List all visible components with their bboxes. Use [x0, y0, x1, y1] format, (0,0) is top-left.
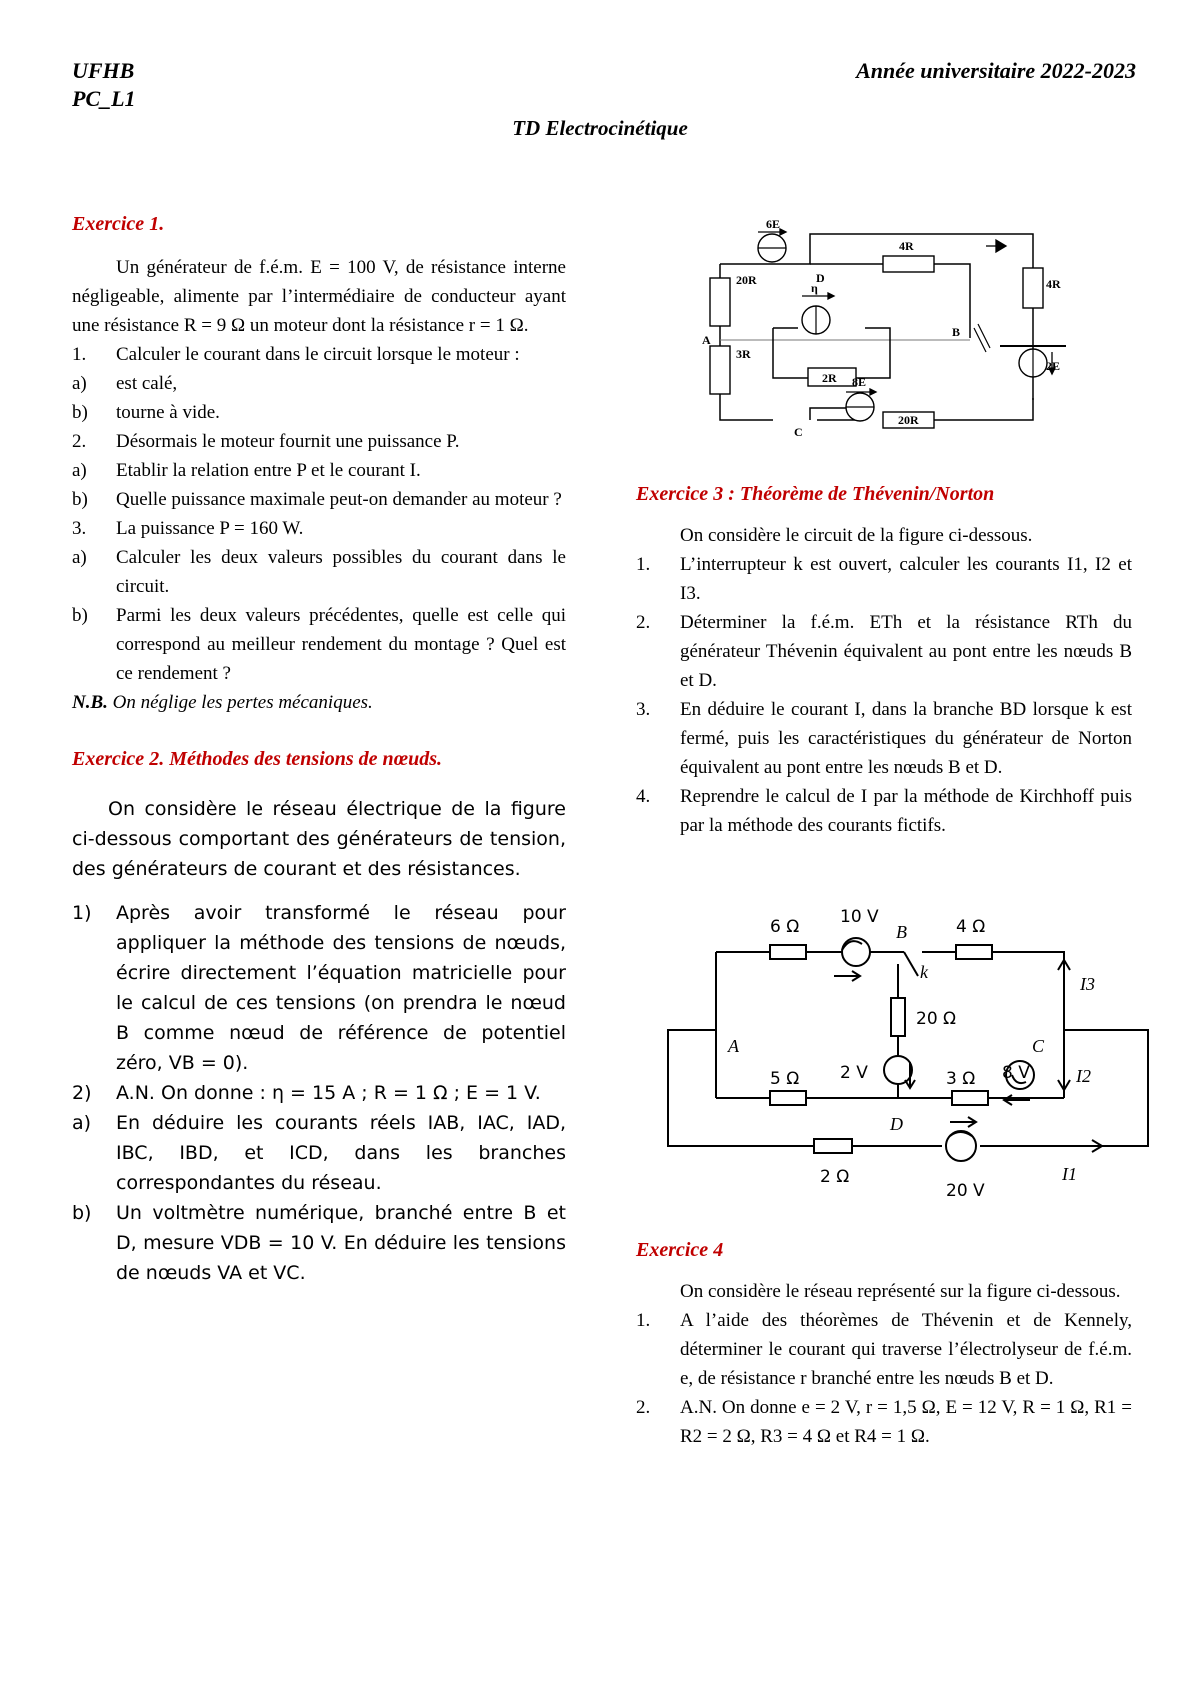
ex1-intro: Un générateur de f.é.m. E = 100 V, de résistance interne négligeable, alimente par l’intermédiaire de conducteur ayant une résistance R = 9 Ω un moteur dont la résistance r = 1 Ω.	[72, 257, 566, 336]
source-2V	[884, 1056, 912, 1084]
academic-year: Année universitaire 2022-2023	[856, 58, 1136, 83]
label-5ohm: 5 Ω	[770, 1069, 800, 1089]
label-20V: 20 V	[946, 1181, 985, 1201]
left-column	[72, 210, 566, 1288]
label-k: k	[920, 962, 928, 982]
label-4ohm: 4 Ω	[956, 917, 986, 937]
ex3-title: Exercice 3 : Théorème de Thévenin/Norton	[636, 483, 995, 505]
list-item: 1. A l’aide des théorèmes de Thévenin et de Kennely, déterminer le courant qui traverse l’électrolyseur de f.é.m. e, de résistance r branché entre les nœuds B et D.	[636, 1310, 1132, 1389]
label-6E: 6E	[766, 217, 781, 231]
resistor-6ohm	[770, 945, 806, 959]
ex4-title: Exercice 4	[636, 1239, 724, 1261]
resistor-3R	[710, 346, 730, 394]
list-item: 2. Déterminer la f.é.m. ETh et la résistance RTh du générateur Thévenin équivalent au pont entre les nœuds B et D.	[636, 612, 1132, 691]
label-8V: 8 V	[1002, 1063, 1030, 1083]
resistor-5ohm	[770, 1091, 806, 1105]
ex2-title: Exercice 2. Méthodes des tensions de nœuds.	[72, 748, 442, 770]
list-item: 4. Reprendre le calcul de I par la méthode de Kirchhoff puis par la méthode des courants fictifs.	[636, 786, 1132, 836]
label-6ohm: 6 Ω	[770, 917, 800, 937]
label-I2: I2	[1076, 1066, 1091, 1086]
label-10V: 10 V	[840, 907, 879, 927]
label-3ohm: 3 Ω	[946, 1069, 976, 1089]
resistor-20R	[710, 278, 730, 326]
ex4-intro: On considère le réseau représenté sur la figure ci-dessous.	[680, 1281, 1121, 1302]
ex1-items	[72, 340, 566, 688]
list-item: b) Parmi les deux valeurs précédentes, quelle est celle qui correspond au meilleur rendement du montage ? Quel est ce rendement ?	[72, 605, 566, 684]
label-C: C	[1032, 1036, 1045, 1056]
resistor-2ohm	[814, 1139, 852, 1153]
ex1-note: N.B. On néglige les pertes mécaniques.	[72, 692, 373, 713]
figure-2-circuit	[660, 900, 1150, 1210]
resistor-4R-top	[883, 256, 934, 272]
figure-1-circuit	[690, 217, 1061, 448]
list-item: b) Quelle puissance maximale peut-on demander au moteur ?	[72, 489, 562, 510]
ex3-intro: On considère le circuit de la figure ci-dessous.	[680, 525, 1033, 546]
list-item: 3. En déduire le courant I, dans la branche BD lorsque k est fermé, puis les caractéristiques du générateur de Norton équivalent au pont entre les nœuds B et D.	[636, 699, 1132, 778]
resistor-4ohm	[956, 945, 992, 959]
resistor-4R-right	[1023, 268, 1043, 308]
list-item: a) est calé,	[72, 373, 178, 394]
list-item: a) En déduire les courants réels IAB, IAC, IAD, IBC, IBD, et ICD, dans les branches correspondantes du réseau.	[72, 1112, 566, 1194]
label-2V: 2 V	[840, 1063, 868, 1083]
list-item: a) Calculer les deux valeurs possibles du courant dans le circuit.	[72, 547, 566, 597]
label-eta: η	[811, 281, 818, 295]
label-2E: 2E	[1046, 359, 1061, 373]
label-C: C	[794, 425, 803, 439]
label-20R-bottom: 20R	[898, 413, 919, 427]
list-item: b) Un voltmètre numérique, branché entre B et D, mesure VDB = 10 V. En déduire les tensions de nœuds VA et VC.	[72, 1202, 566, 1284]
ex4-block	[636, 1236, 1132, 1451]
list-item: b) tourne à vide.	[72, 402, 220, 423]
list-item: 3. La puissance P = 160 W.	[72, 518, 304, 539]
label-B: B	[952, 325, 961, 339]
label-D: D	[890, 1114, 903, 1134]
label-4R-right: 4R	[1046, 277, 1061, 291]
label-20ohm: 20 Ω	[916, 1009, 957, 1029]
label-20R: 20R	[736, 273, 757, 287]
label-A: A	[728, 1036, 739, 1056]
ex1-title: Exercice 1.	[72, 213, 165, 235]
label-A: A	[702, 333, 711, 347]
label-2ohm: 2 Ω	[820, 1167, 850, 1187]
list-item: 1. Calculer le courant dans le circuit lorsque le moteur :	[72, 344, 520, 365]
page-title: TD Electrocinétique	[512, 116, 688, 140]
label-I1: I1	[1062, 1164, 1077, 1184]
label-4R-top: 4R	[899, 239, 914, 253]
label-8E: 8E	[852, 375, 867, 389]
class-label: PC_L1	[72, 86, 136, 111]
label-B: B	[896, 922, 907, 942]
label-D: D	[816, 271, 825, 285]
list-item: a) Etablir la relation entre P et le courant I.	[72, 460, 421, 481]
institution: UFHB	[72, 58, 135, 83]
list-item: 1. L’interrupteur k est ouvert, calculer les courants I1, I2 et I3.	[636, 554, 1132, 604]
list-item: 2. A.N. On donne e = 2 V, r = 1,5 Ω, E = 12 V, R = 1 Ω, R1 = R2 = 2 Ω, R3 = 4 Ω et R4 = 1 Ω.	[636, 1397, 1132, 1447]
ex2-intro: On considère le réseau électrique de la figure ci-dessous comportant des générateurs de tension, des générateurs de courant et des résistances.	[72, 798, 566, 880]
list-item: 2. Désormais le moteur fournit une puissance P.	[72, 431, 460, 452]
resistor-3ohm	[952, 1091, 988, 1105]
label-2R: 2R	[822, 371, 837, 385]
label-I3: I3	[1080, 974, 1095, 994]
right-column	[636, 480, 1132, 840]
list-item: 1) Après avoir transformé le réseau pour appliquer la méthode des tensions de nœuds, écrire directement l’équation matricielle pour le calcul de ces tensions (on prendra le nœud B comme nœud de référence de potentiel zéro, VB = 0).	[72, 902, 566, 1074]
list-item: 2) A.N. On donne : η = 15 A ; R = 1 Ω ; E = 1 V.	[72, 1082, 541, 1104]
resistor-20ohm	[891, 998, 905, 1036]
label-3R: 3R	[736, 347, 751, 361]
